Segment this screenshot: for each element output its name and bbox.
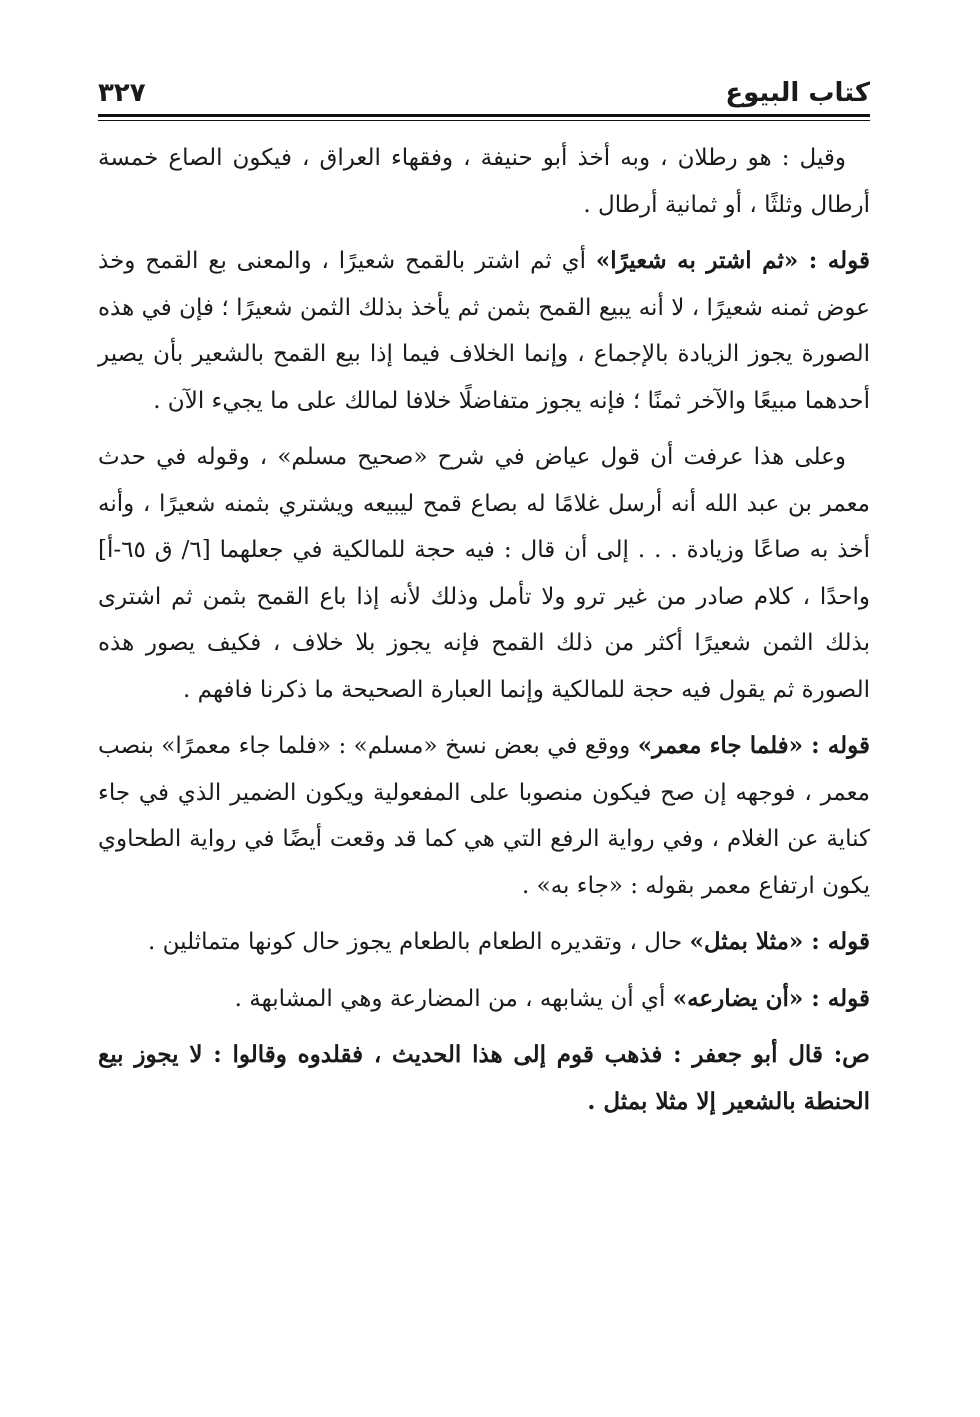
commentary-lemma: قوله : «ثم اشتر به شعيرًا» <box>595 247 870 274</box>
paragraph-text: ص: قال أبو جعفر : فذهب قوم إلى هذا الحديث ، فقلدوه وقالوا : لا يجوز بيع الحنطة بالشعير إلا مثلا بمثل . <box>98 1041 870 1115</box>
paragraph <box>98 434 870 713</box>
paragraph-text: ووقع في بعض نسخ «مسلم» : «فلما جاء معمرًا» بنصب معمر ، فوجهه إن صح فيكون منصوبا على المفعولية ويكون الضمير الذي في جاء كناية عن الغلام ، وفي رواية الرفع التي هي كما قد وقعت أيضًا في رواية الطحاوي يكون ارتفاع معمر بقوله : «جاء به» . <box>98 733 870 899</box>
paragraph <box>98 919 870 966</box>
paragraph <box>98 238 870 424</box>
paragraph-text: وقيل : هو رطلان ، وبه أخذ أبو حنيفة ، وفقهاء العراق ، فيكون الصاع خمسة أرطال وثلثًا ، أو ثمانية أرطال . <box>98 145 870 218</box>
paragraph-text: وعلى هذا عرفت أن قول عياض في شرح «صحيح مسلم» ، وقوله في حدث معمر بن عبد الله أنه أرسل غلامًا له بصاع قمح ليبيعه ويشتري بثمنه شعيرًا ، وأنه أخذ به صاعًا وزيادة . . . إلى أن قال : فيه حجة للمالكية في جعلهما [٦/ ق ٦٥-أ] واحدًا ، كلام صادر من غير ترو ولا تأمل وذلك لأنه إذا باع القمح بثمن ثم اشترى بذلك الثمن شعيرًا أكثر من ذلك القمح فإنه يجوز بلا خلاف ، فكيف يصور هذه الصورة ثم يقول فيه حجة للمالكية وإنما العبارة الصحيحة ما ذكرنا فافهم . <box>98 444 870 703</box>
page-body <box>98 135 870 1125</box>
commentary-lemma: قوله : «مثلا بمثل» <box>689 928 870 955</box>
page-header <box>98 56 870 108</box>
book-page <box>98 56 870 1135</box>
paragraph-text: أي أن يشابهه ، من المضارعة وهي المشابهة . <box>234 985 673 1012</box>
source-text-paragraph <box>98 1032 870 1125</box>
page-number: ٣٢٧ <box>98 78 146 108</box>
commentary-lemma: قوله : «أن يضارعه» <box>672 984 870 1012</box>
paragraph-text: أي ثم اشتر بالقمح شعيرًا ، والمعنى بع القمح وخذ عوض ثمنه شعيرًا ، لا أنه يبيع القمح بثمن ثم يأخذ بذلك الثمن شعيرًا ؛ فإن في هذه الصورة يجوز الزيادة بالإجماع ، وإنما الخلاف فيما إذا بيع القمح بالشعير بأن يصير أحدهما مبيعًا والآخر ثمنًا ؛ فإنه يجوز متفاضلًا خلافا لمالك على ما يجيء الآن . <box>98 248 870 414</box>
paragraph <box>98 135 870 228</box>
paragraph <box>98 976 870 1023</box>
header-rule-thin <box>98 120 870 121</box>
header-rule-thick <box>98 114 870 117</box>
paragraph <box>98 723 870 909</box>
running-title: كتاب البيوع <box>725 78 870 108</box>
commentary-lemma: قوله : «فلما جاء معمر» <box>637 732 870 759</box>
paragraph-text: حال ، وتقديره الطعام بالطعام يجوز حال كونها متماثلين . <box>148 929 690 955</box>
